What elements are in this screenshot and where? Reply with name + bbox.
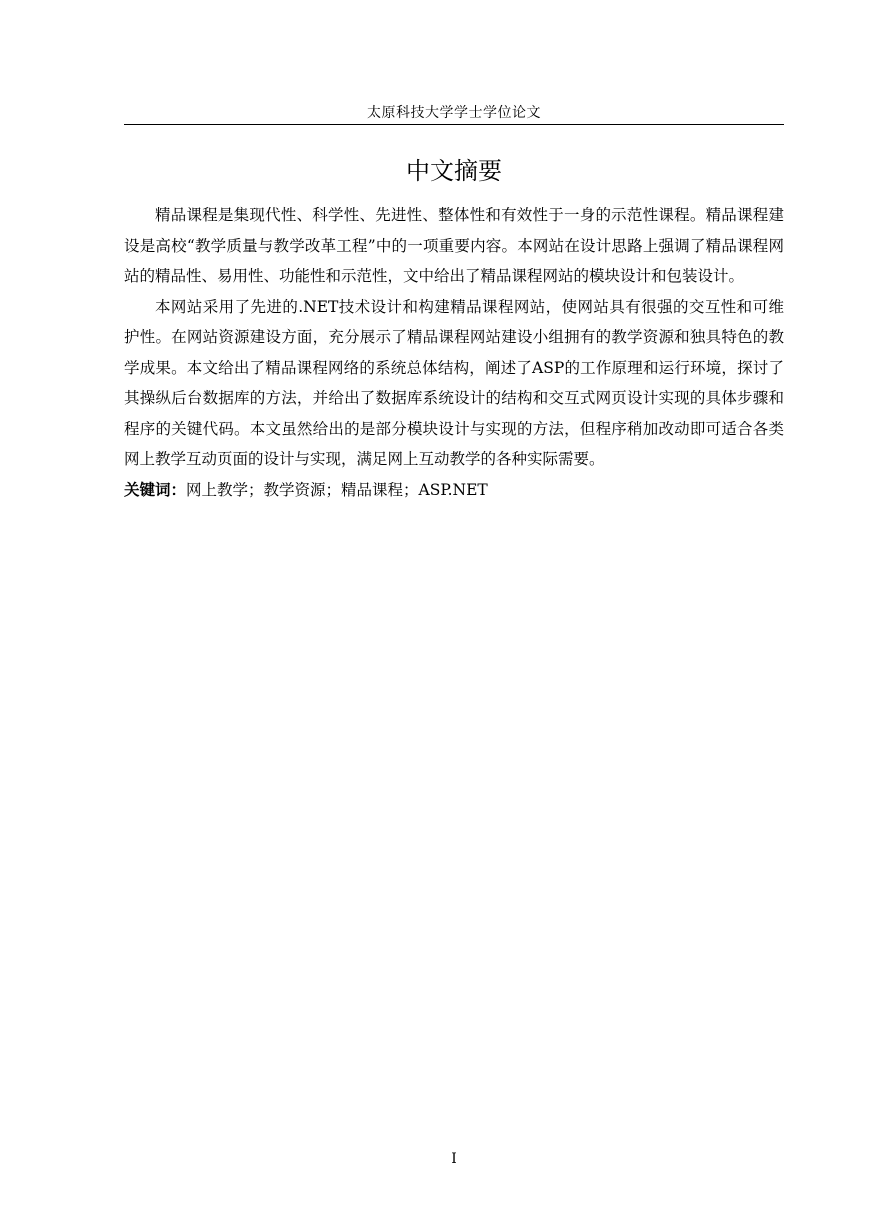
header-rule <box>124 124 784 125</box>
abstract-title: 中文摘要 <box>406 157 502 185</box>
abstract-body <box>124 200 784 505</box>
keywords-text: 网上教学；教学资源；精品课程；ASP.NET <box>186 480 488 499</box>
page-number: I <box>451 1151 457 1167</box>
keywords-line <box>124 475 784 506</box>
keywords-label: 关键词： <box>124 480 187 499</box>
abstract-paragraph-1: 精品课程是集现代性、科学性、先进性、整体性和有效性于一身的示范性课程。精品课程建设是高校“教学质量与教学改革工程”中的一项重要内容。本网站在设计思路上强调了精品课程网站的精品性、易用性、功能性和示范性，文中给出了精品课程网站的模块设计和包装设计。 <box>124 206 784 285</box>
abstract-paragraph-2: 本网站采用了先进的.NET技术设计和构建精品课程网站，使网站具有很强的交互性和可维护性。在网站资源建设方面，充分展示了精品课程网站建设小组拥有的教学资源和独具特色的教学成果。本文给出了精品课程网络的系统总体结构，阐述了ASP的工作原理和运行环境，探讨了其操纵后台数据库的方法，并给出了数据库系统设计的结构和交互式网页设计实现的具体步骤和程序的关键代码。本文虽然给出的是部分模块设计与实现的方法，但程序稍加改动即可适合各类网上教学互动页面的设计与实现，满足网上互动教学的各种实际需要。 <box>124 297 784 468</box>
running-header: 太原科技大学学士学位论文 <box>367 105 541 121</box>
